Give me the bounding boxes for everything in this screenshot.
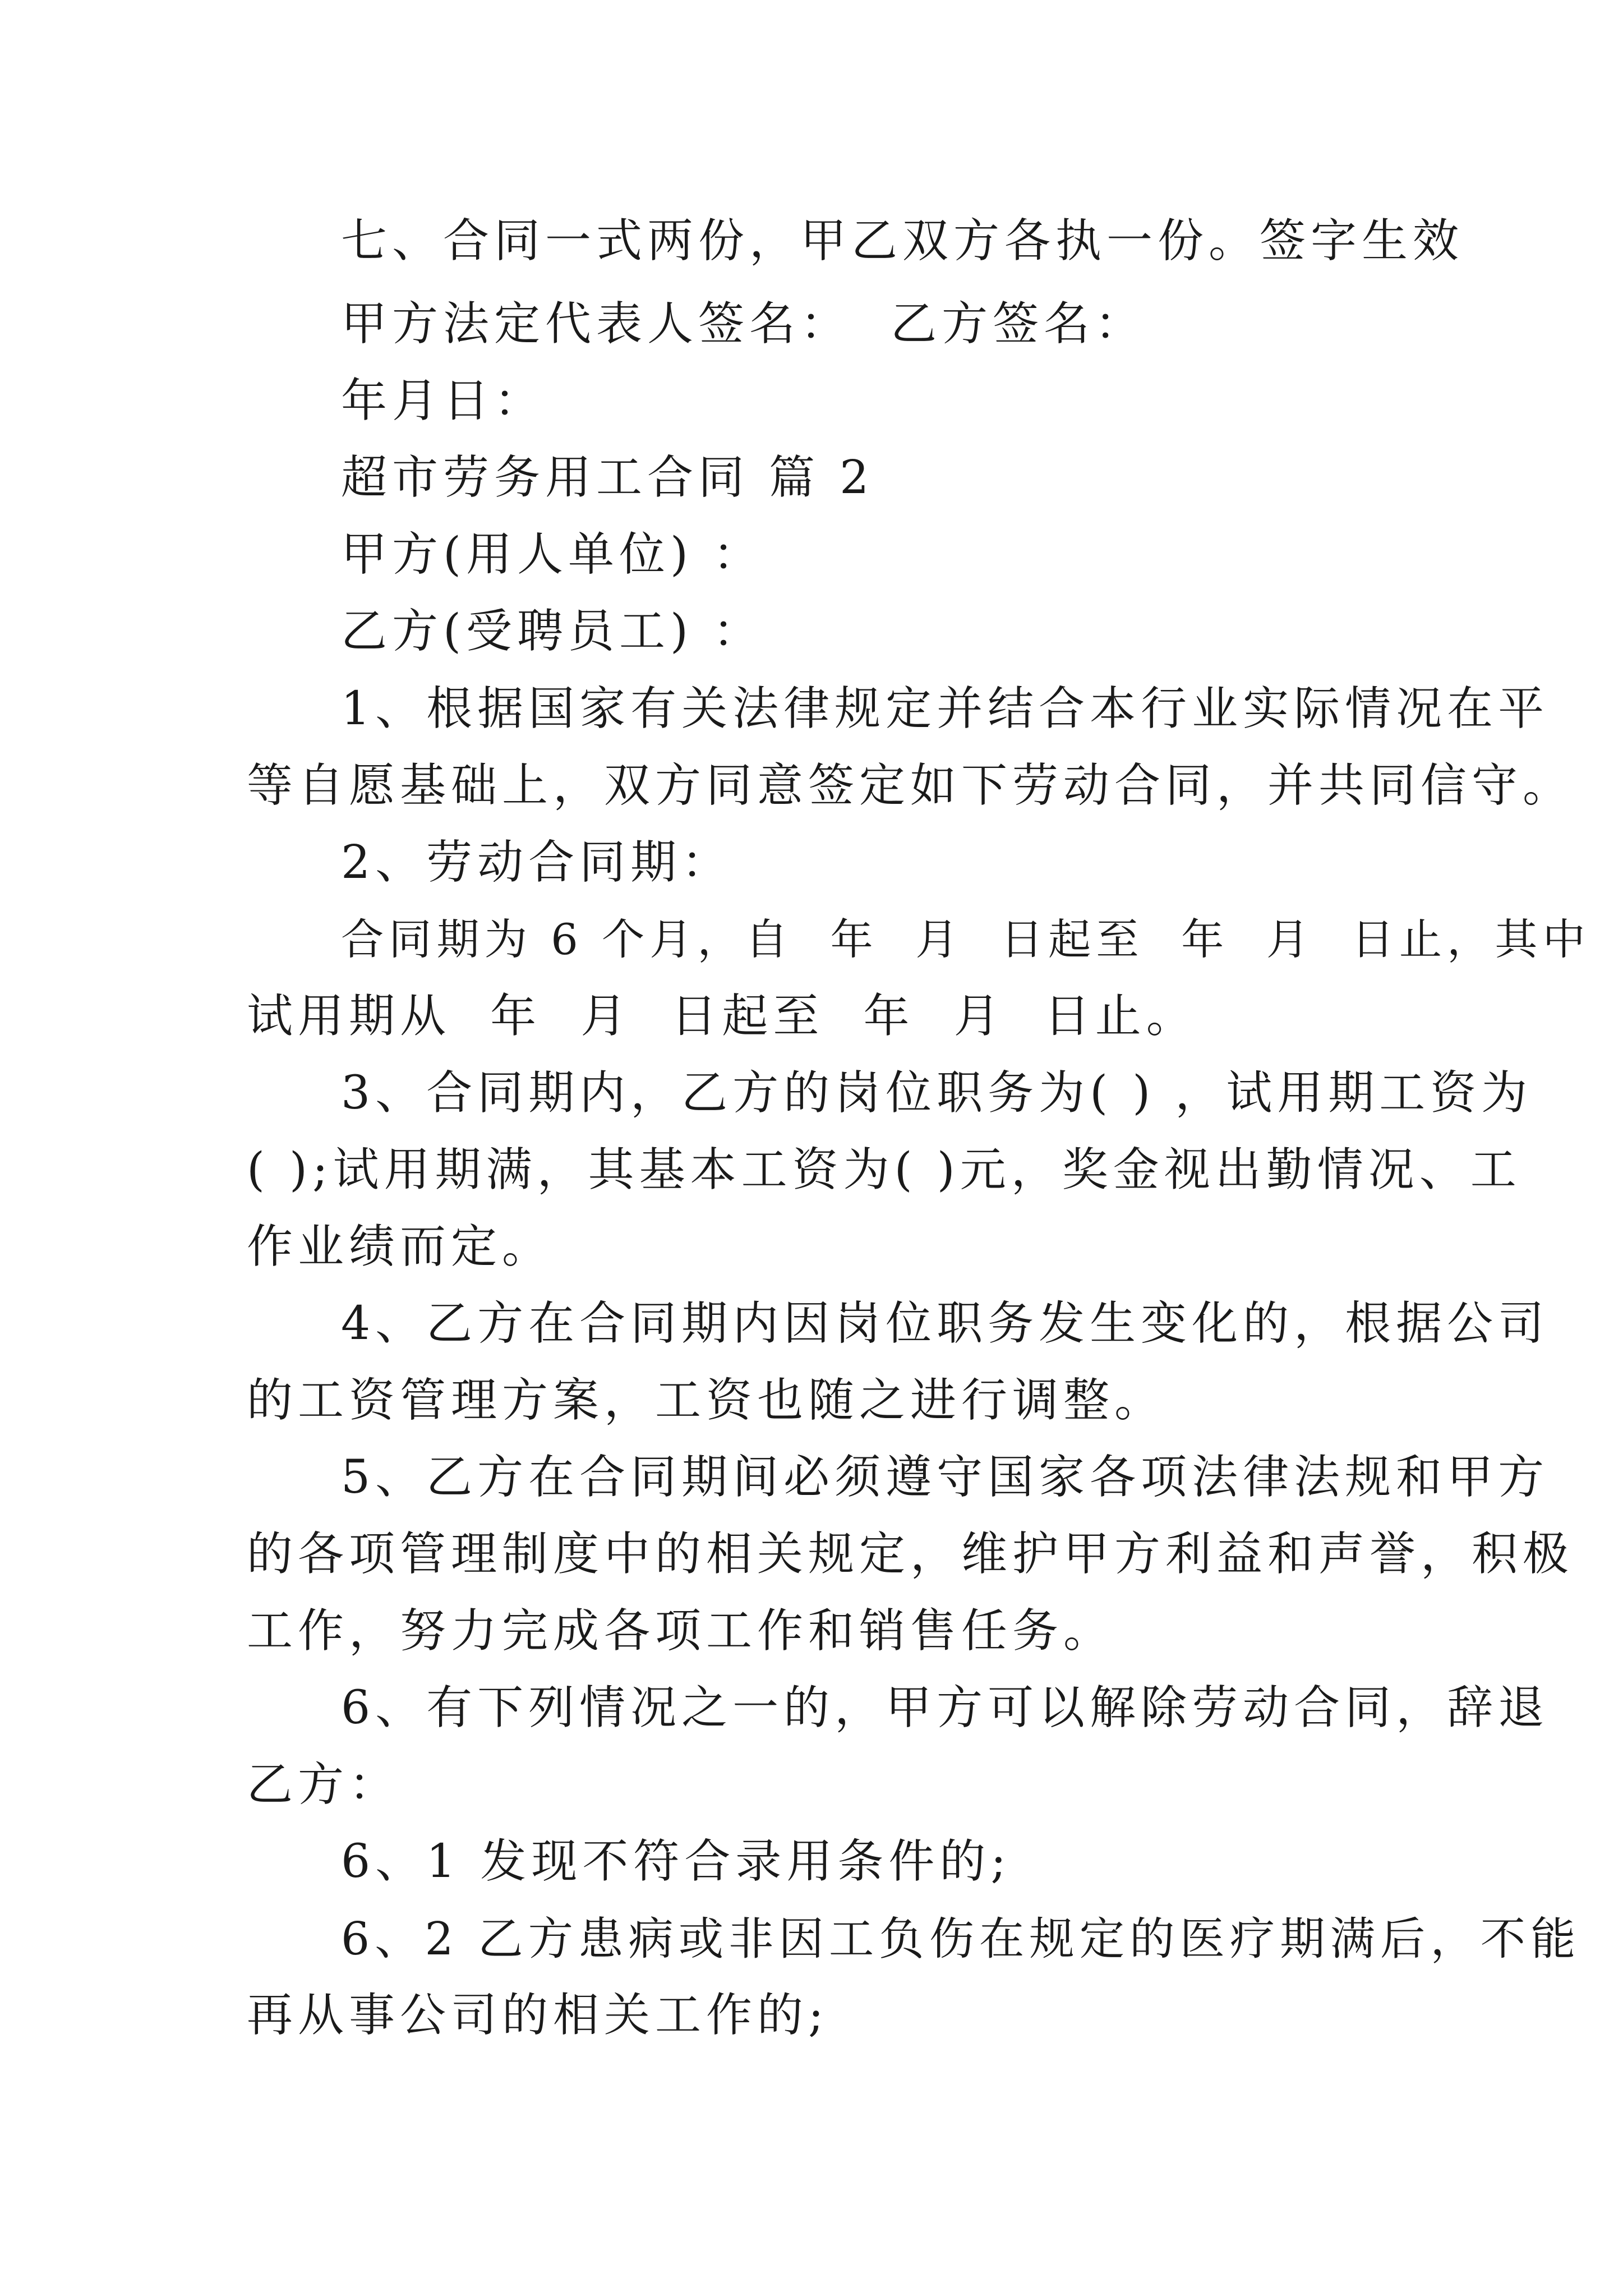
text-line: 甲方(用人单位) ： bbox=[341, 528, 764, 581]
text-line: 再从事公司的相关工作的; bbox=[247, 1989, 829, 2042]
text-line: 甲方法定代表人签名： 乙方签名： bbox=[341, 297, 1146, 351]
text-line: 试用期从 年 月 日起至 年 月 日止。 bbox=[247, 990, 1197, 1043]
text-line: 1、根据国家有关法律规定并结合本行业实际情况在平 bbox=[341, 682, 1550, 735]
text-line: 等自愿基础上，双方同意签定如下劳动合同，并共同信守。 bbox=[247, 759, 1574, 812]
text-line: 6、1 发现不符合录用条件的; bbox=[341, 1835, 1012, 1888]
text-line: 乙方(受聘员工) ： bbox=[341, 605, 764, 658]
text-line: 七、合同一式两份，甲乙双方各执一份。签字生效 bbox=[341, 214, 1464, 268]
text-line: 年月日： bbox=[341, 374, 546, 427]
text-line: 3、合同期内，乙方的岗位职务为( ) ，试用期工资为 bbox=[341, 1066, 1533, 1120]
text-line: 6、2 乙方患病或非因工负伤在规定的医疗期满后，不能 bbox=[341, 1912, 1581, 1965]
text-line: 6、有下列情况之一的，甲方可以解除劳动合同，辞退 bbox=[341, 1681, 1550, 1734]
text-line: 工作，努力完成各项工作和销售任务。 bbox=[247, 1604, 1115, 1658]
text-line: 的工资管理方案，工资也随之进行调整。 bbox=[247, 1374, 1166, 1427]
text-line: 合同期为 6 个月，自 年 月 日起至 年 月 日止，其中 bbox=[341, 914, 1590, 964]
text-line: 4、乙方在合同期内因岗位职务发生变化的，根据公司 bbox=[341, 1297, 1550, 1350]
section-title: 超市劳务用工合同 篇 2 bbox=[341, 451, 874, 504]
text-line: 2、劳动合同期： bbox=[341, 836, 733, 889]
text-line: ( );试用期满，其基本工资为( )元，奖金视出勤情况、工 bbox=[247, 1143, 1521, 1197]
text-line: 5、乙方在合同期间必须遵守国家各项法律法规和甲方 bbox=[341, 1451, 1550, 1504]
text-line: 乙方： bbox=[247, 1758, 400, 1811]
text-line: 的各项管理制度中的相关规定，维护甲方利益和声誉，积极 bbox=[247, 1527, 1574, 1581]
text-line: 作业绩而定。 bbox=[247, 1220, 554, 1273]
